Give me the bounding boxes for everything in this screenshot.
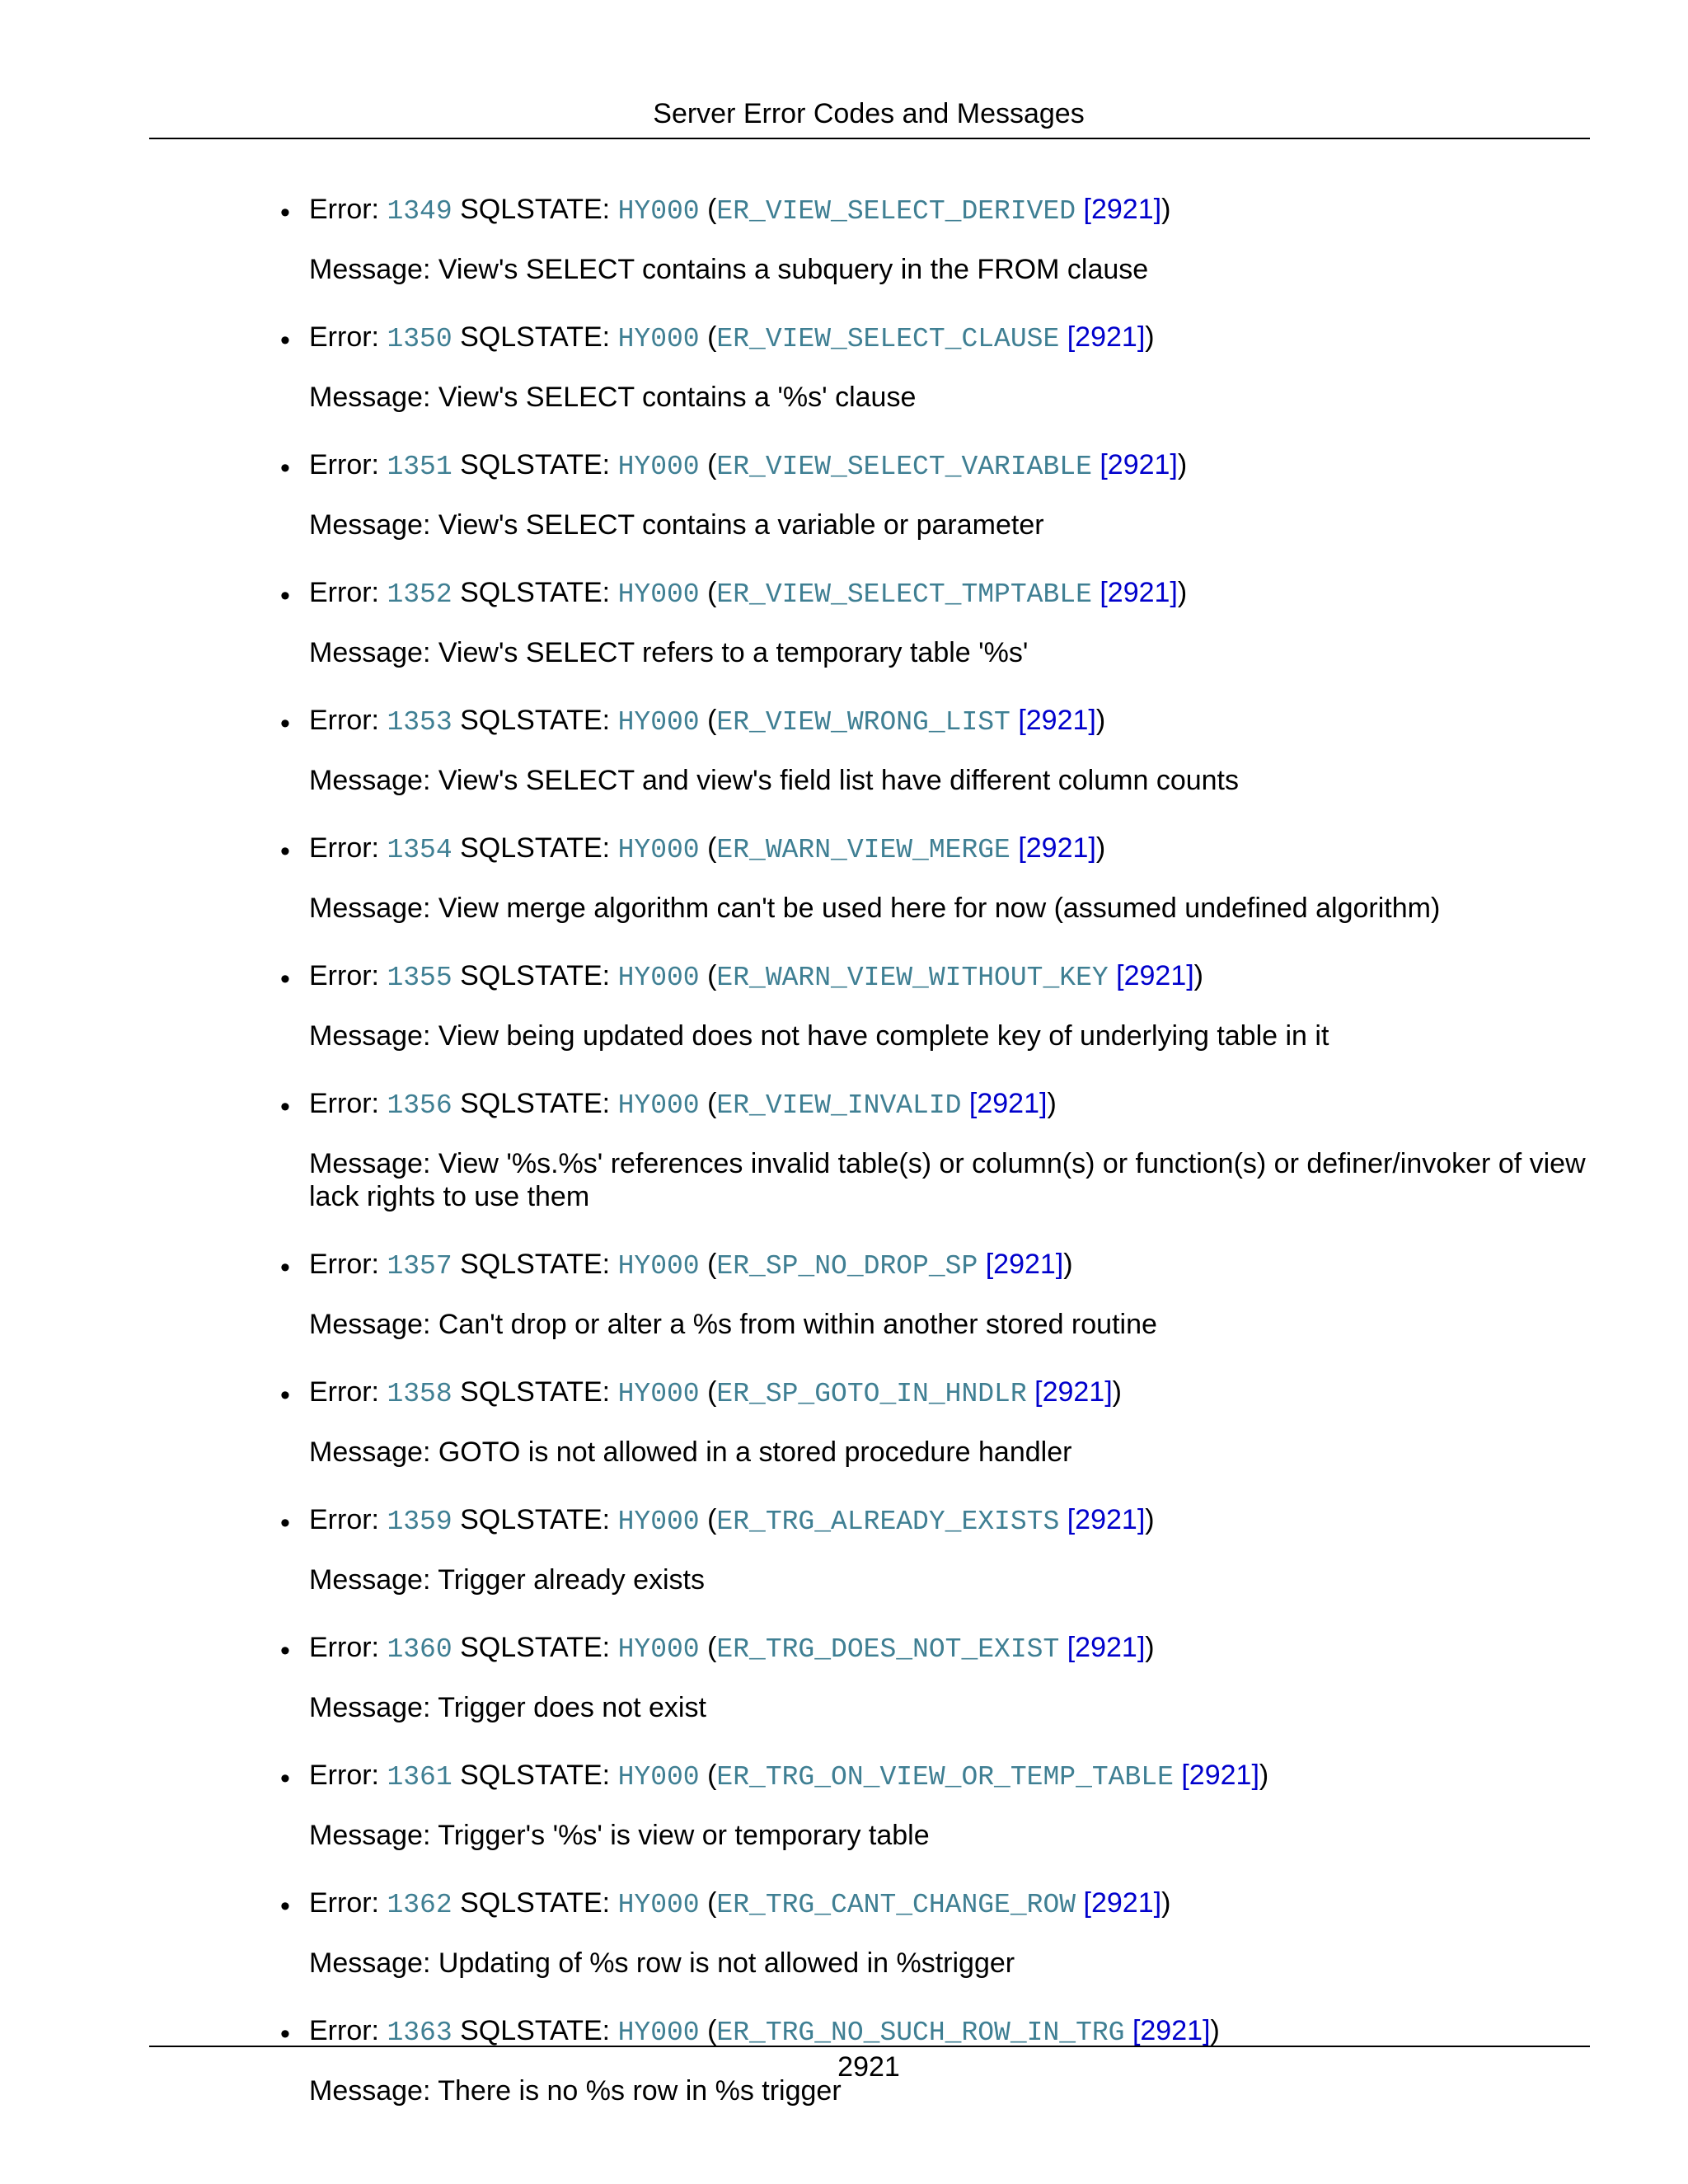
error-line: Error: 1350 SQLSTATE: HY000 (ER_VIEW_SELECT_CLAUSE [2921]) [309, 321, 1155, 354]
sqlstate-label: SQLSTATE: [460, 832, 611, 864]
error-line: Error: 1360 SQLSTATE: HY000 (ER_TRG_DOES_NOT_EXIST [2921]) [309, 1632, 1155, 1665]
message-line [309, 1947, 1587, 1980]
error-code: 1349 [387, 196, 452, 227]
error-entry [0, 1759, 1688, 1852]
error-label: Error: [309, 1887, 379, 1919]
bullet-icon: • [280, 963, 290, 995]
error-line: Error: 1352 SQLSTATE: HY000 (ER_VIEW_SELECT_TMPTABLE [2921]) [309, 577, 1188, 610]
message-label: Message: [309, 1309, 431, 1340]
error-line: Error: 1353 SQLSTATE: HY000 (ER_VIEW_WRONG_LIST [2921]) [309, 705, 1106, 738]
error-label: Error: [309, 1376, 379, 1408]
sqlstate-label: SQLSTATE: [460, 1632, 611, 1663]
error-entry [0, 321, 1688, 414]
message-text: Trigger's '%s' is view or temporary table [438, 1820, 930, 1851]
error-label: Error: [309, 1760, 379, 1791]
error-code: 1363 [387, 2018, 452, 2048]
sqlstate-value: HY000 [617, 2018, 700, 2048]
sqlstate-value: HY000 [617, 707, 700, 738]
message-label: Message: [309, 1564, 431, 1596]
message-text: View's SELECT contains a subquery in the FROM clause [438, 254, 1149, 285]
error-label: Error: [309, 1249, 379, 1280]
message-label: Message: [309, 1947, 431, 1979]
error-entry [0, 1248, 1688, 1341]
message-line [309, 1308, 1587, 1341]
message-text: View's SELECT refers to a temporary table '%s' [438, 637, 1029, 668]
error-symbol: ER_TRG_ALREADY_EXISTS [716, 1507, 1060, 1537]
sqlstate-value: HY000 [617, 1379, 700, 1409]
message-line [309, 381, 1587, 414]
sqlstate-label: SQLSTATE: [460, 960, 611, 991]
message-text: View merge algorithm can't be used here for now (assumed undefined algorithm) [438, 893, 1441, 924]
error-label: Error: [309, 960, 379, 991]
error-code: 1355 [387, 963, 452, 993]
page-number: 2921 [837, 2051, 900, 2083]
message-line [309, 1819, 1587, 1852]
error-line: Error: 1362 SQLSTATE: HY000 (ER_TRG_CANT_CHANGE_ROW [2921]) [309, 1887, 1171, 1920]
error-symbol: ER_TRG_DOES_NOT_EXIST [716, 1634, 1060, 1665]
sqlstate-label: SQLSTATE: [460, 1760, 611, 1791]
message-text: Updating of %s row is not allowed in %strigger [438, 1947, 1015, 1979]
error-label: Error: [309, 1088, 379, 1119]
page-reference-link[interactable]: [2921] [1018, 832, 1096, 864]
page-reference-link[interactable]: [2921] [1100, 577, 1178, 608]
message-line [309, 1436, 1587, 1469]
sqlstate-label: SQLSTATE: [460, 1249, 611, 1280]
bullet-icon: • [280, 580, 290, 612]
message-text: Can't drop or alter a %s from within another stored routine [438, 1309, 1157, 1340]
message-label: Message: [309, 1020, 431, 1052]
error-symbol: ER_VIEW_SELECT_DERIVED [716, 196, 1076, 227]
error-code: 1361 [387, 1762, 452, 1793]
page-header-title: Server Error Codes and Messages [653, 98, 1085, 129]
bullet-icon: • [280, 325, 290, 356]
message-text: View's SELECT contains a variable or parameter [438, 509, 1044, 541]
page-reference-link[interactable]: [2921] [1083, 194, 1162, 225]
error-symbol: ER_TRG_CANT_CHANGE_ROW [716, 1890, 1076, 1920]
bullet-icon: • [280, 1891, 290, 1922]
error-code: 1356 [387, 1090, 452, 1121]
error-line: Error: 1363 SQLSTATE: HY000 (ER_TRG_NO_SUCH_ROW_IN_TRG [2921]) [309, 2015, 1220, 2048]
sqlstate-value: HY000 [617, 1762, 700, 1793]
error-label: Error: [309, 321, 379, 353]
error-entry [0, 1087, 1688, 1213]
error-line: Error: 1361 SQLSTATE: HY000 (ER_TRG_ON_VIEW_OR_TEMP_TABLE [2921]) [309, 1760, 1269, 1793]
sqlstate-label: SQLSTATE: [460, 705, 611, 736]
message-line [309, 764, 1587, 797]
page-reference-link[interactable]: [2921] [985, 1249, 1064, 1280]
message-text: GOTO is not allowed in a stored procedure handler [438, 1436, 1072, 1468]
error-symbol: ER_TRG_NO_SUCH_ROW_IN_TRG [716, 2018, 1125, 2048]
error-code: 1354 [387, 835, 452, 865]
error-symbol: ER_VIEW_SELECT_TMPTABLE [716, 579, 1092, 610]
message-line [309, 1563, 1587, 1596]
message-text: Trigger already exists [438, 1564, 705, 1596]
error-symbol: ER_VIEW_WRONG_LIST [716, 707, 1010, 738]
message-label: Message: [309, 765, 431, 796]
error-entry [0, 959, 1688, 1052]
bullet-icon: • [280, 708, 290, 739]
error-code: 1357 [387, 1251, 452, 1282]
message-label: Message: [309, 2075, 431, 2107]
page-reference-link[interactable]: [2921] [1067, 321, 1146, 353]
bullet-icon: • [280, 1635, 290, 1666]
bullet-icon: • [280, 1763, 290, 1794]
bullet-icon: • [280, 1380, 290, 1411]
error-label: Error: [309, 705, 379, 736]
page-reference-link[interactable]: [2921] [968, 1088, 1048, 1119]
error-entry [0, 576, 1688, 669]
sqlstate-value: HY000 [617, 835, 700, 865]
message-label: Message: [309, 1820, 431, 1851]
message-line [309, 1019, 1587, 1052]
sqlstate-value: HY000 [617, 1090, 700, 1121]
page-reference-link[interactable]: [2921] [1116, 960, 1194, 991]
sqlstate-value: HY000 [617, 1507, 700, 1537]
message-text: View's SELECT and view's field list have different column counts [438, 765, 1240, 796]
page-reference-link[interactable]: [2921] [1067, 1504, 1146, 1535]
error-code: 1353 [387, 707, 452, 738]
page-reference-link[interactable]: [2921] [1100, 449, 1178, 480]
error-code: 1351 [387, 452, 452, 482]
error-code: 1358 [387, 1379, 452, 1409]
message-label: Message: [309, 382, 431, 413]
error-entry [0, 1376, 1688, 1469]
message-line [309, 892, 1587, 925]
error-entry [0, 193, 1688, 286]
page-reference-link[interactable]: [2921] [1132, 2015, 1211, 2046]
sqlstate-value: HY000 [617, 1634, 700, 1665]
error-entry [0, 448, 1688, 541]
message-text: There is no %s row in %s trigger [438, 2075, 842, 2107]
error-symbol: ER_VIEW_SELECT_CLAUSE [716, 324, 1060, 354]
error-entry [0, 1631, 1688, 1724]
bullet-icon: • [280, 836, 290, 867]
error-line: Error: 1358 SQLSTATE: HY000 (ER_SP_GOTO_IN_HNDLR [2921]) [309, 1376, 1122, 1409]
error-list [0, 193, 1688, 2142]
message-line [309, 636, 1587, 669]
sqlstate-value: HY000 [617, 324, 700, 354]
sqlstate-value: HY000 [617, 196, 700, 227]
message-text: View being updated does not have complete key of underlying table in it [438, 1020, 1329, 1052]
error-line: Error: 1359 SQLSTATE: HY000 (ER_TRG_ALREADY_EXISTS [2921]) [309, 1504, 1155, 1537]
message-line [309, 1147, 1587, 1213]
message-line [309, 1691, 1587, 1724]
sqlstate-value: HY000 [617, 963, 700, 993]
message-label: Message: [309, 637, 431, 668]
sqlstate-label: SQLSTATE: [460, 577, 611, 608]
sqlstate-label: SQLSTATE: [460, 2015, 611, 2046]
error-code: 1350 [387, 324, 452, 354]
error-line: Error: 1355 SQLSTATE: HY000 (ER_WARN_VIEW_WITHOUT_KEY [2921]) [309, 960, 1203, 993]
bullet-icon: • [280, 452, 290, 484]
sqlstate-label: SQLSTATE: [460, 1376, 611, 1408]
sqlstate-label: SQLSTATE: [460, 1088, 611, 1119]
bullet-icon: • [280, 2018, 290, 2050]
sqlstate-value: HY000 [617, 1890, 700, 1920]
sqlstate-label: SQLSTATE: [460, 1887, 611, 1919]
error-code: 1352 [387, 579, 452, 610]
sqlstate-label: SQLSTATE: [460, 1504, 611, 1535]
bullet-icon: • [280, 197, 290, 228]
message-line [309, 253, 1587, 286]
error-code: 1360 [387, 1634, 452, 1665]
page-reference-link[interactable]: [2921] [1067, 1632, 1146, 1663]
message-label: Message: [309, 254, 431, 285]
error-line: Error: 1349 SQLSTATE: HY000 (ER_VIEW_SELECT_DERIVED [2921]) [309, 194, 1171, 227]
message-text: Trigger does not exist [438, 1692, 706, 1723]
error-symbol: ER_VIEW_SELECT_VARIABLE [716, 452, 1092, 482]
sqlstate-label: SQLSTATE: [460, 449, 611, 480]
error-label: Error: [309, 832, 379, 864]
sqlstate-value: HY000 [617, 579, 700, 610]
message-text: View '%s.%s' references invalid table(s) or column(s) or function(s) or definer/invoker of view lack rights to use them [309, 1148, 1586, 1212]
error-symbol: ER_WARN_VIEW_WITHOUT_KEY [716, 963, 1109, 993]
error-entry [0, 1886, 1688, 1980]
message-text: View's SELECT contains a '%s' clause [438, 382, 917, 413]
sqlstate-value: HY000 [617, 1251, 700, 1282]
bullet-icon: • [280, 1507, 290, 1539]
message-line [309, 509, 1587, 541]
error-entry [0, 704, 1688, 797]
error-label: Error: [309, 449, 379, 480]
error-code: 1359 [387, 1507, 452, 1537]
bullet-icon: • [280, 1091, 290, 1122]
error-code: 1362 [387, 1890, 452, 1920]
page-reference-link[interactable]: [2921] [1083, 1887, 1162, 1919]
message-label: Message: [309, 893, 431, 924]
error-symbol: ER_TRG_ON_VIEW_OR_TEMP_TABLE [716, 1762, 1174, 1793]
error-line: Error: 1356 SQLSTATE: HY000 (ER_VIEW_INVALID [2921]) [309, 1088, 1057, 1121]
error-label: Error: [309, 1632, 379, 1663]
message-label: Message: [309, 1436, 431, 1468]
error-label: Error: [309, 2015, 379, 2046]
error-symbol: ER_WARN_VIEW_MERGE [716, 835, 1010, 865]
error-symbol: ER_SP_GOTO_IN_HNDLR [716, 1379, 1027, 1409]
error-line: Error: 1354 SQLSTATE: HY000 (ER_WARN_VIEW_MERGE [2921]) [309, 832, 1106, 865]
message-label: Message: [309, 509, 431, 541]
bullet-icon: • [280, 1252, 290, 1283]
error-label: Error: [309, 1504, 379, 1535]
error-line: Error: 1357 SQLSTATE: HY000 (ER_SP_NO_DROP_SP [2921]) [309, 1249, 1073, 1282]
error-line: Error: 1351 SQLSTATE: HY000 (ER_VIEW_SELECT_VARIABLE [2921]) [309, 449, 1188, 482]
error-label: Error: [309, 577, 379, 608]
page-reference-link[interactable]: [2921] [1018, 705, 1096, 736]
sqlstate-label: SQLSTATE: [460, 321, 611, 353]
error-entry [0, 1503, 1688, 1596]
error-entry [0, 832, 1688, 925]
error-symbol: ER_SP_NO_DROP_SP [716, 1251, 978, 1282]
page-reference-link[interactable]: [2921] [1034, 1376, 1113, 1408]
error-symbol: ER_VIEW_INVALID [716, 1090, 962, 1121]
sqlstate-label: SQLSTATE: [460, 194, 611, 225]
header-divider [149, 138, 1590, 139]
sqlstate-value: HY000 [617, 452, 700, 482]
message-label: Message: [309, 1692, 431, 1723]
message-label: Message: [309, 1148, 431, 1179]
page-reference-link[interactable]: [2921] [1181, 1760, 1259, 1791]
error-label: Error: [309, 194, 379, 225]
